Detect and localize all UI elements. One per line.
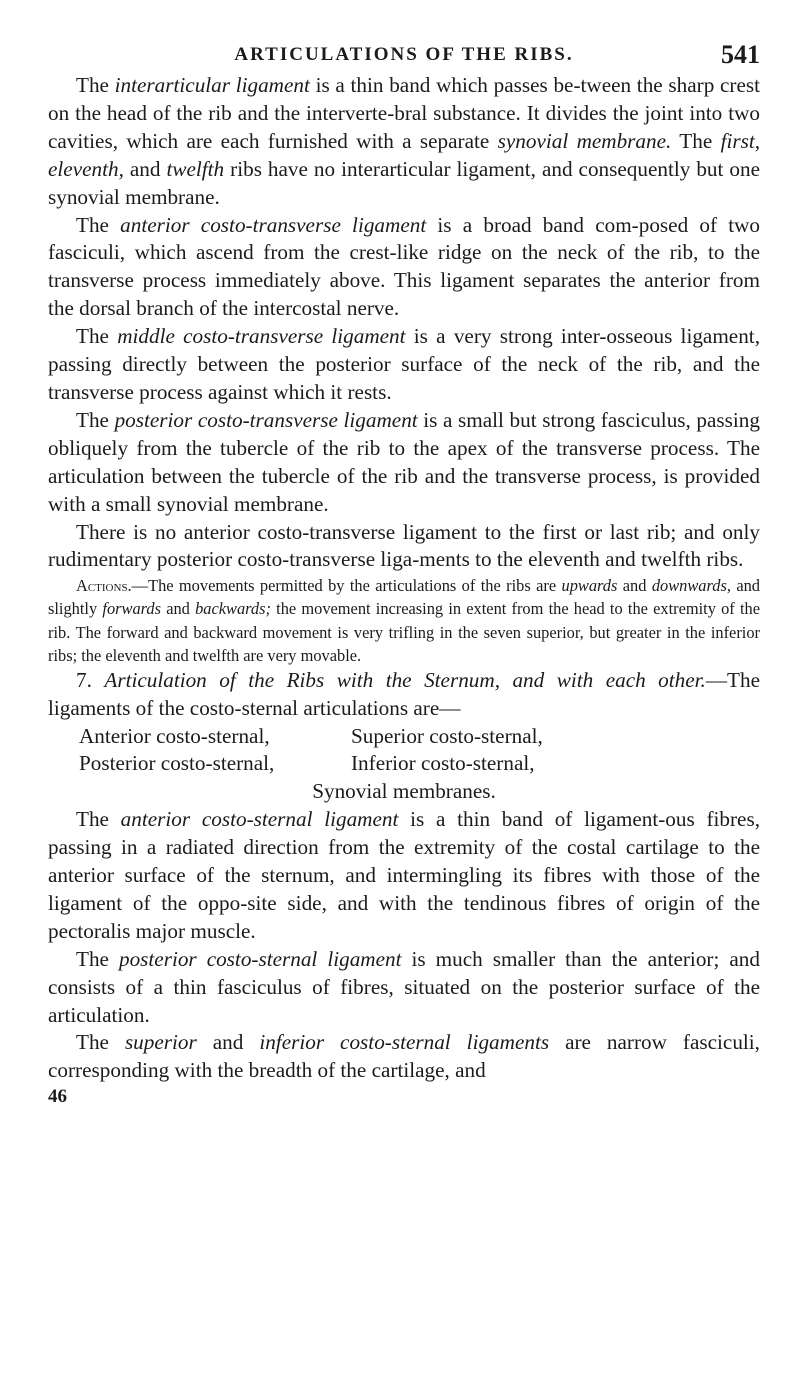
page [48, 40, 760, 1109]
running-head: ARTICULATIONS OF THE RIBS. [234, 44, 574, 65]
paragraph-middle-costo-transverse: The middle costo-transverse ligament is a very strong inter-osseous ligament, passing directly between the posterior surface of the neck of the rib, and the transverse process against which it rests. [48, 324, 760, 404]
page-number: 541 [721, 40, 760, 69]
paragraph-posterior-costo-transverse: The posterior costo-transverse ligament is a small but strong fasciculus, passing obliquely from the tubercle of the rib to the apex of the transverse process. The articulation between the tubercle of the rib and the transverse process, is provided with a small synovial membrane. [48, 407, 760, 516]
ligaments-list [48, 723, 760, 779]
paragraph-actions: Actions.—The movements permitted by the articulations of the ribs are upwards and downwards, and slightly forwards and backwards; the movement increasing in extent from the head to the extremity of the rib. The forward and backward movement is very trifling in the seven superior, but greater in the inferior ribs; the eleventh and twelfth are very movable. [48, 576, 760, 665]
list-item: Anterior costo-sternal, [79, 723, 270, 748]
list-item: Posterior costo-sternal, [79, 751, 275, 776]
paragraph-interarticular-ligament: The interarticular ligament is a thin band which passes be-tween the sharp crest on the head of the rib and the interverte-bral substance. It divides the joint into two cavities, which are each furnished with a separate synovial membrane. The first, eleventh, and twelfth ribs have no interarticular ligament, and consequently but one synovial membrane. [48, 73, 761, 209]
paragraph-no-anterior-ligament: There is no anterior costo-transverse ligament to the first or last rib; and only rudimentary posterior costo-transverse liga-ments to the eleventh and twelfth ribs. [48, 519, 760, 572]
paragraph-anterior-costo-transverse: The anterior costo-transverse ligament is a broad band com-posed of two fasciculi, which ascend from the crest-like ridge on the neck of the rib, to the transverse process immediately above. This ligament separates the anterior from the dorsal branch of the intercostal nerve. [48, 212, 760, 321]
list-item: Superior costo-sternal, [351, 723, 543, 748]
section-7-heading: 7. Articulation of the Ribs with the Sternum, and with each other.—The ligaments of the costo-sternal articulations are— [48, 667, 760, 720]
list-item: Synovial membranes. [312, 779, 496, 804]
paragraph-anterior-costo-sternal: The anterior costo-sternal ligament is a thin band of ligament-ous fibres, passing in a radiated direction from the extremity of the costal cartilage to the anterior surface of the sternum, and intermingling its fibres with those of the ligament of the oppo-site side, and with the tendinous fibres of origin of the pectoralis major muscle. [48, 807, 760, 943]
page-body [48, 72, 760, 1109]
page-header [48, 40, 760, 72]
list-item: Inferior costo-sternal, [351, 751, 535, 776]
paragraph-posterior-costo-sternal: The posterior costo-sternal ligament is much smaller than the anterior; and consists of a thin fasciculus of fibres, situated on the posterior surface of the articulation. [48, 946, 760, 1027]
signature-mark: 46 [48, 1086, 67, 1108]
paragraph-superior-inferior-costo-sternal: The superior and inferior costo-sternal ligaments are narrow fasciculi, corresponding with the breadth of the cartilage, and [48, 1030, 760, 1083]
